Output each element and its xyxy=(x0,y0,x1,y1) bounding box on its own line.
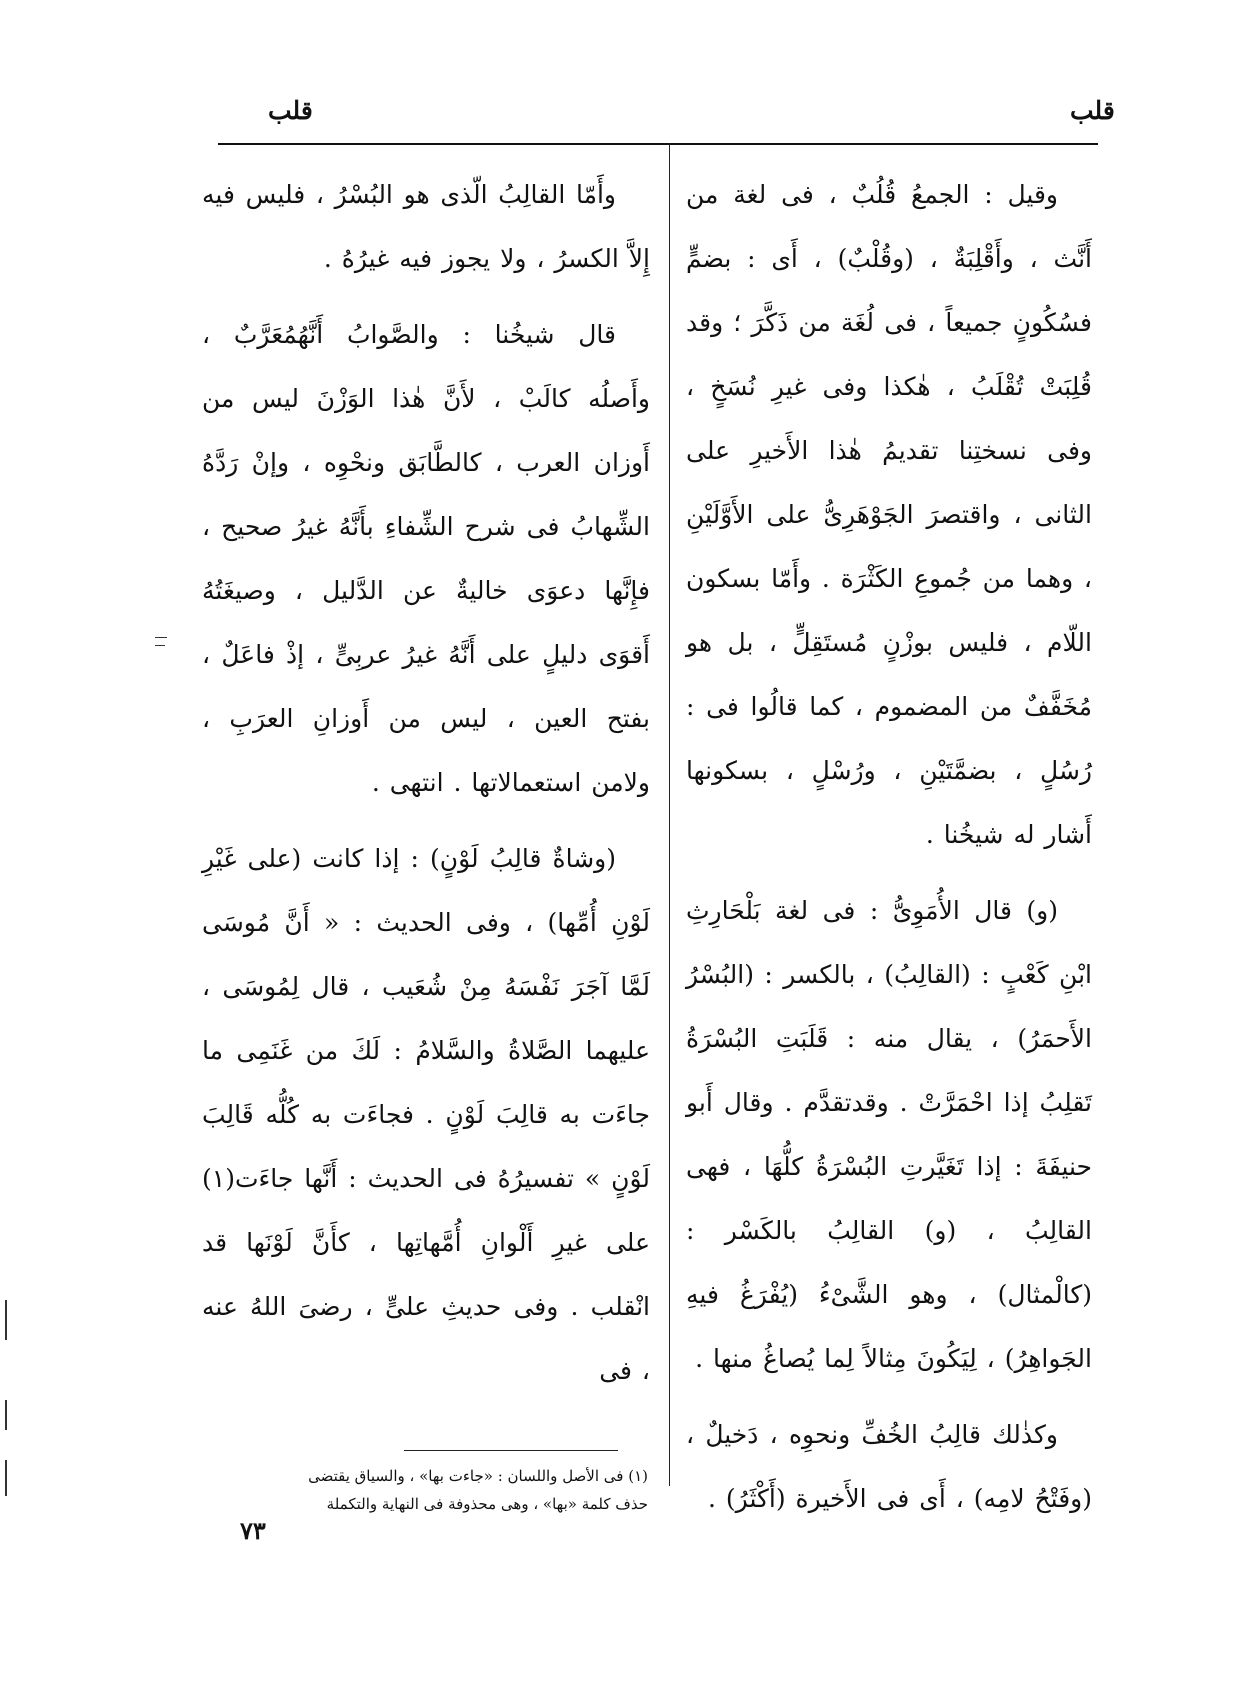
paragraph: وأَمّا القالِبُ الّذى هو البُسْرُ ، فليس فيه إِلاَّ الكسرُ ، ولا يجوز فيه غيرُهُ . xyxy=(202,180,650,273)
scan-edge-mark xyxy=(5,1460,7,1496)
footnote-line: (١) فى الأصل واللسان : «جاءت بها» ، والسياق يقتضى xyxy=(308,1467,648,1485)
scan-edge-mark xyxy=(5,1400,7,1430)
scan-edge-mark xyxy=(5,1300,7,1340)
page-number: ٧٣ xyxy=(240,1516,266,1545)
right-column xyxy=(686,163,1092,1543)
paragraph: (و) قال الأُمَوِىُّ : فى لغة بَلْحَارِثِ ابْنِ كَعْبٍ : (القالِبُ) ، بالكسر : (البُسْرُ الأَحمَرُ) ، يقال منه : قَلَبَتِ البُسْرَةُ تَقلِبُ إذا احْمَرَّتْ . وقدتقدَّم . وقال أَبو حنيفَةَ : إذا تَغَيَّرتِ البُسْرَةُ كلُّهَا ، فهى القالِبُ ، (و) القالِبُ بالكَسْر : (كالْمثال) ، وهو الشَّىْءُ (يُفْرَغُ فيهِ الجَواهِرُ) ، لِيَكُونَ مِثالاً لِما يُصاغُ منها . xyxy=(686,896,1092,1373)
header-rule xyxy=(218,143,1098,145)
scan-edge-mark xyxy=(155,637,167,638)
paragraph: وقيل : الجمعُ قُلُبٌ ، فى لغة من أَنَّث ، وأَقْلِبَةٌ ، (وقُلْبٌ) ، أَى : بضمٍّ فسُكُونٍ جميعاً ، فى لُغَة من ذَكَّرَ ؛ وقد قُلِبَتْ تُقْلَبُ ، هٰكذا وفى غيرِ نُسَخٍ ، وفى نسختِنا تقديمُ هٰذا الأَخيرِ على الثانى ، واقتصرَ الجَوْهَرِىُّ على الأَوَّلَيْنِ ، وهما من جُموعِ الكَثْرَة . وأَمّا بسكون اللّام ، فليس بوزْنٍ مُستَقِلٍّ ، بل هو مُخَفَّفٌ من المضموم ، كما قالُوا فى : رُسُلٍ ، بضمَّتَيْنِ ، ورُسْلٍ ، بسكونها أَشار له شيخُنا . xyxy=(686,180,1092,849)
running-header-right: قلب xyxy=(1070,96,1115,125)
footnote-rule xyxy=(404,1450,618,1451)
column-divider xyxy=(669,143,670,1486)
paragraph: (وشاةٌ قالِبُ لَوْنٍ) : إذا كانت (على غَيْرِ لَوْنِ أُمِّها) ، وفى الحديث : « أَنَّ مُوسَى لَمَّا آجَرَ نَفْسَهُ مِنْ شُعَيب ، قال لِمُوسَى ، عليهما الصَّلاةُ والسَّلامُ : لَكَ من غَنَمِى ما جاءَت به قالِبَ لَوْنٍ . فجاءَت به كُلُّه قَالِبَ لَوْنٍ » تفسيرُهُ فى الحديث : أَنَّها جاءَت(١) على غيرِ أَلْوانِ أُمَّهاتِها ، كأَنَّ لَوْنَها قد انْقلب . وفى حديثِ علىٍّ ، رضىَ اللهُ عنه ، فى xyxy=(202,844,650,1385)
paragraph: وكذٰلك قالِبُ الخُفِّ ونحوِه ، دَخيلٌ ، (وفَتْحُ لامِه) ، أَى فى الأَخيرة (أَكْثَرُ) . xyxy=(686,1420,1092,1513)
left-column xyxy=(202,163,650,1415)
footnote xyxy=(208,1462,648,1518)
paragraph: قال شيخُنا : والصَّوابُ أَنَّهُمُعَرَّبٌ ، وأَصلُه كالَبْ ، لأَنَّ هٰذا الوَزْنَ ليس من أَوزان العرب ، كالطَّابَق ونحْوِه ، وإنْ رَدَّهُ الشِّهابُ فى شرح الشِّفاءِ بأَنَّهُ غيرُ صحيح ، فإِنَّها دعوَى خاليةٌ عن الدَّليل ، وصيغَتُهُ أَقوَى دليلٍ على أَنَّهُ غيرُ عربِىٍّ ، إذْ فاعَلٌ ، بفتح العين ، ليس من أَوزانِ العرَبِ ، ولامن استعمالاتها . انتهى . xyxy=(202,320,650,797)
footnote-line: حذف كلمة «بها» ، وهى محذوفة فى النهاية والتكملة xyxy=(326,1495,648,1513)
running-header-left: قلب xyxy=(268,96,313,125)
scan-edge-mark xyxy=(155,645,165,646)
